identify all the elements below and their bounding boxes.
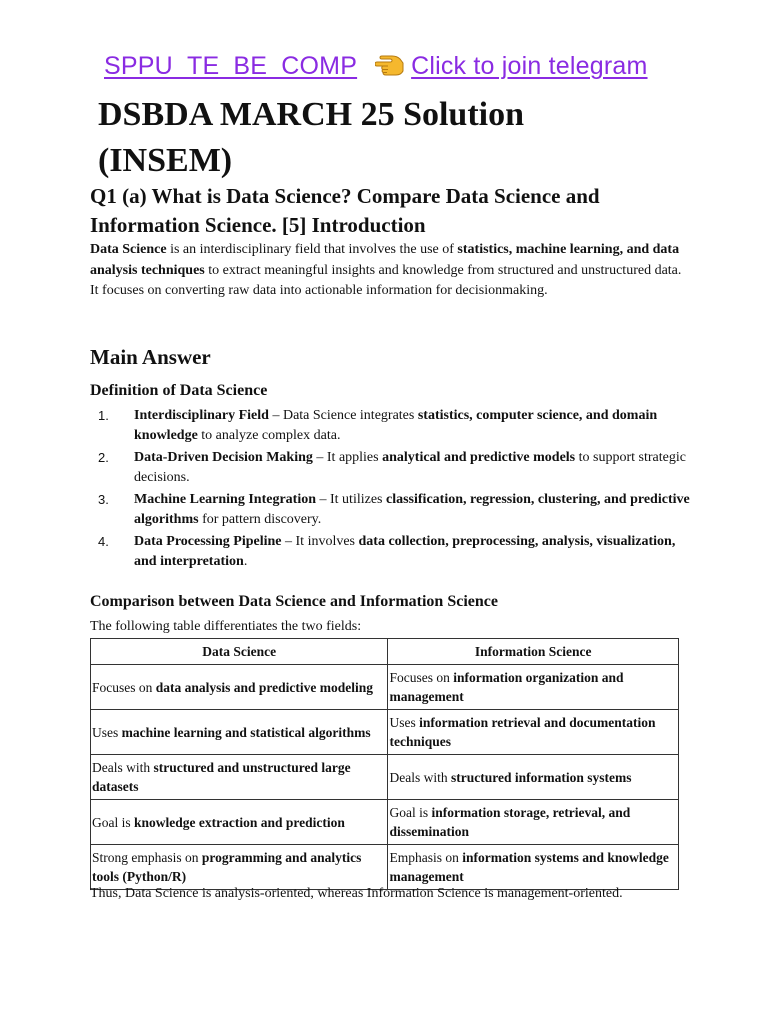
table-cell xyxy=(91,710,388,755)
cell-text: Focuses on xyxy=(92,679,156,695)
table-header-cell: Information Science xyxy=(388,639,679,665)
main-answer-heading: Main Answer xyxy=(90,345,211,369)
intro-bold-1: Data Science xyxy=(90,242,167,257)
cell-bold: information storage, retrieval, and dissemination xyxy=(389,805,631,839)
pointing-hand-icon xyxy=(375,53,405,77)
conclusion-text: Thus, Data Science is analysis-oriented, whereas Information Science is management-oriented. xyxy=(90,886,623,901)
table-cell xyxy=(388,755,679,800)
intro-text-2: to extract meaningful insights and knowledge from structured and unstructured data. It focuses on converting raw data into actionable information for decisionmaking. xyxy=(90,262,682,298)
cell-text: Uses xyxy=(389,715,420,730)
cell-bold: programming and analytics tools (Python/R) xyxy=(92,850,362,884)
list-tail: to analyze complex data. xyxy=(197,428,341,443)
cell-text: Deals with xyxy=(92,760,154,775)
list-sep: – Data Science integrates xyxy=(268,408,418,423)
list-term: Data Processing Pipeline xyxy=(134,534,282,549)
intro-paragraph xyxy=(90,240,690,302)
list-bold: analytical and predictive models xyxy=(382,450,576,465)
cell-bold: data analysis and predictive modeling xyxy=(155,679,374,695)
table-cell xyxy=(388,800,679,845)
document-title: DSBDA MARCH 25 Solution (INSEM) xyxy=(98,96,525,179)
list-term: Machine Learning Integration xyxy=(134,492,316,507)
cell-text: Goal is xyxy=(389,805,432,820)
question-heading: Q1 (a) What is Data Science? Compare Data Science and Information Science. [5] Introduction xyxy=(90,184,600,237)
cell-bold: information retrieval and documentation techniques xyxy=(389,715,656,749)
table-cell xyxy=(388,665,679,710)
cell-text: Deals with xyxy=(389,769,451,785)
table-intro: The following table differentiates the two fields: xyxy=(90,619,362,634)
table-row xyxy=(91,800,679,845)
cell-text: Strong emphasis on xyxy=(92,850,202,865)
table-header-row xyxy=(91,639,679,665)
cell-bold: information systems and knowledge management xyxy=(389,850,669,884)
definition-list xyxy=(90,406,690,574)
cell-text: Focuses on xyxy=(389,670,454,685)
table-row xyxy=(91,845,679,890)
cell-bold: machine learning and statistical algorithms xyxy=(121,724,371,740)
cell-text: Uses xyxy=(92,724,122,740)
comparison-table xyxy=(90,638,679,890)
list-bold: classification, regression, clustering, and predictive algorithms xyxy=(134,492,690,527)
cell-bold: knowledge extraction and prediction xyxy=(134,814,345,830)
list-number: 2. xyxy=(98,450,109,465)
list-tail: . xyxy=(243,554,248,569)
list-item xyxy=(90,448,690,488)
cell-bold: structured information systems xyxy=(450,769,632,785)
table-cell xyxy=(91,665,388,710)
table-row xyxy=(91,710,679,755)
banner-left-text: SPPU_TE_BE_COMP xyxy=(104,52,358,80)
comparison-heading: Comparison between Data Science and Information Science xyxy=(90,593,498,610)
intro-bold-2: statistics, machine learning, and data analysis techniques xyxy=(90,242,680,278)
table-cell xyxy=(388,845,679,890)
list-sep: – It utilizes xyxy=(316,492,386,507)
table-cell xyxy=(91,845,388,890)
list-item xyxy=(90,490,690,530)
list-number: 1. xyxy=(98,408,109,423)
banner-right-text: Click to join telegram xyxy=(411,52,648,80)
list-item xyxy=(90,406,690,446)
list-tail: for pattern discovery. xyxy=(198,512,322,527)
list-sep: – It involves xyxy=(281,534,359,549)
table-row xyxy=(91,665,679,710)
telegram-link[interactable] xyxy=(104,52,648,81)
table-cell xyxy=(388,710,679,755)
intro-text-1: is an interdisciplinary field that involves the use of xyxy=(166,242,458,257)
list-tail: to support strategic decisions. xyxy=(134,450,686,485)
list-item xyxy=(90,532,690,572)
list-sep: – It applies xyxy=(312,450,383,465)
cell-text: Emphasis on xyxy=(389,850,463,865)
table-row xyxy=(91,755,679,800)
list-term: Interdisciplinary Field xyxy=(134,408,269,423)
list-number: 3. xyxy=(98,492,109,507)
cell-bold: structured and unstructured large datasets xyxy=(92,760,351,794)
list-term: Data-Driven Decision Making xyxy=(134,450,313,465)
table-cell xyxy=(91,800,388,845)
definition-heading: Definition of Data Science xyxy=(90,382,268,399)
list-bold: data collection, preprocessing, analysis, visualization, and interpretation xyxy=(134,534,676,569)
list-bold: statistics, computer science, and domain knowledge xyxy=(134,408,658,443)
cell-bold: information organization and management xyxy=(389,670,624,704)
table-cell xyxy=(91,755,388,800)
list-number: 4. xyxy=(98,534,109,549)
cell-text: Goal is xyxy=(92,814,134,830)
table-header-cell: Data Science xyxy=(91,639,388,665)
